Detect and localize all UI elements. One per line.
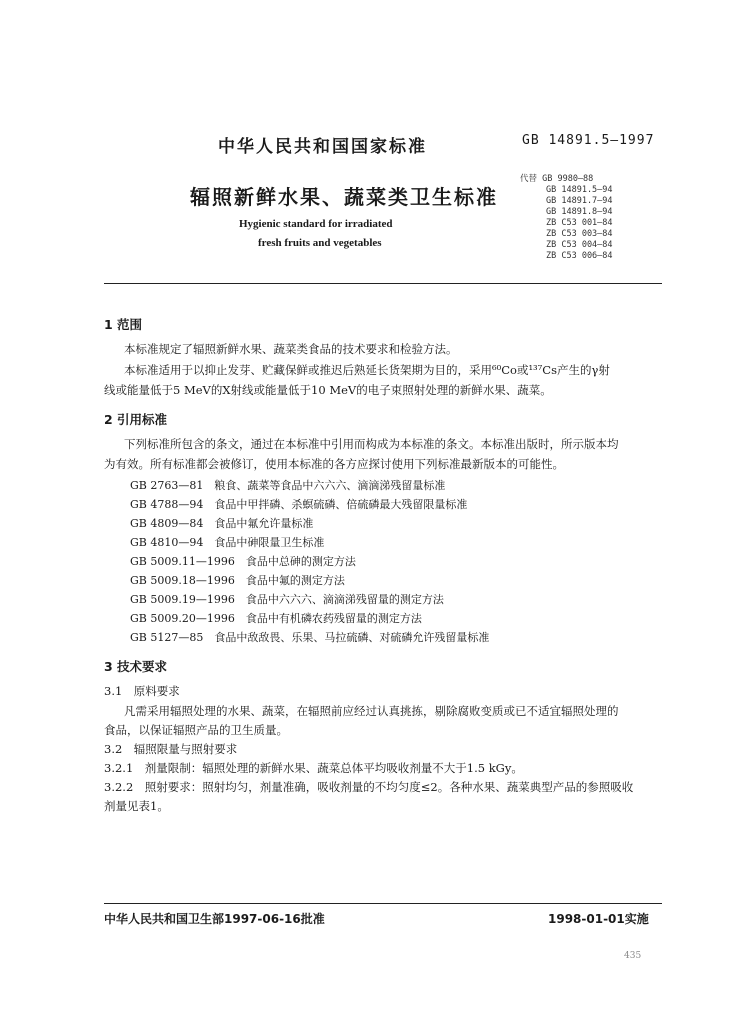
section-3-2-heading: 3.2 辐照限量与照射要求 [104,742,238,756]
replaces-item: ZB C53 004—84 [546,240,613,250]
reference-item: GB 5009.18—1996 食品中氟的测定方法 [130,574,345,587]
section-1-heading: 1 范围 [104,317,143,332]
section-3-1-paragraph-line2: 食品，以保证辐照产品的卫生质量。 [104,723,288,737]
section-3-2-2-line1: 3.2.2 照射要求：照射均匀，剂量准确，吸收剂量的不均匀度≤2。各种水果、蔬菜典型产品的参照吸收 [104,780,634,794]
reference-item: GB 5009.11—1996 食品中总砷的测定方法 [130,555,356,568]
replaces-item: GB 14891.5—94 [546,185,613,195]
section-3-2-2-line2: 剂量见表1。 [104,799,169,813]
replaces-item: ZB C53 003—84 [546,229,613,239]
reference-item: GB 5009.19—1996 食品中六六六、滴滴涕残留量的测定方法 [130,593,444,606]
replaces-item: GB 14891.8—94 [546,207,613,217]
reference-item: GB 4810—94 食品中砷限量卫生标准 [130,536,325,549]
section-1-paragraph-1: 本标准规定了辐照新鲜水果、蔬菜类食品的技术要求和检验方法。 [124,342,458,356]
reference-item: GB 4788—94 食品中甲拌磷、杀螟硫磷、倍硫磷最大残留限量标准 [130,498,468,511]
standard-category-title: 中华人民共和国国家标准 [218,137,427,157]
section-1-paragraph-2-line1: 本标准适用于以抑止发芽、贮藏保鲜或推迟后熟延长货架期为目的，采用⁶⁰Co或¹³⁷Cs产生的γ射 [124,363,610,377]
page-number: 435 [624,951,642,961]
reference-item: GB 5009.20—1996 食品中有机磷农药残留量的测定方法 [130,612,422,625]
section-2-paragraph-line2: 为有效。所有标准都会被修订，使用本标准的各方应探讨使用下列标准最新版本的可能性。 [104,457,564,471]
section-3-2-1: 3.2.1 剂量限制：辐照处理的新鲜水果、蔬菜总体平均吸收剂量不大于1.5 kGy。 [104,761,523,775]
replaces-item: ZB C53 006—84 [546,251,613,261]
section-3-heading: 3 技术要求 [104,659,168,674]
effective-date: 1998-01-01实施 [548,912,649,926]
section-1-paragraph-2-line2: 线或能量低于5 MeV的X射线或能量低于10 MeV的电子束照射处理的新鲜水果、蔬菜。 [104,383,552,397]
document-title: 辐照新鲜水果、蔬菜类卫生标准 [190,185,498,209]
reference-item: GB 4809—84 食品中氟允许量标准 [130,517,314,530]
replaces-item: GB 14891.7—94 [546,196,613,206]
footer-divider [104,903,662,904]
standard-number: GB 14891.5—1997 [522,133,655,148]
approval-issuer: 中华人民共和国卫生部1997-06-16批准 [104,912,325,926]
header-divider [104,283,662,284]
replaces-first: 代替 GB 9980—88 [520,174,594,184]
reference-item: GB 2763—81 粮食、蔬菜等食品中六六六、滴滴涕残留量标准 [130,479,446,492]
reference-item: GB 5127—85 食品中敌敌畏、乐果、马拉硫磷、对硫磷允许残留量标准 [130,631,490,644]
replaces-item: ZB C53 001—84 [546,218,613,228]
section-2-paragraph-line1: 下列标准所包含的条文，通过在本标准中引用而构成为本标准的条文。本标准出版时，所示版本均 [124,437,619,451]
replaces-list [520,174,613,262]
english-title-line1: Hygienic standard for irradiated [239,218,393,230]
section-3-1-paragraph-line1: 凡需采用辐照处理的水果、蔬菜，在辐照前应经过认真挑拣，剔除腐败变质或已不适宜辐照处理的 [124,704,619,718]
section-3-1-heading: 3.1 原料要求 [104,684,180,698]
english-title-line2: fresh fruits and vegetables [258,237,382,249]
section-2-heading: 2 引用标准 [104,412,168,427]
